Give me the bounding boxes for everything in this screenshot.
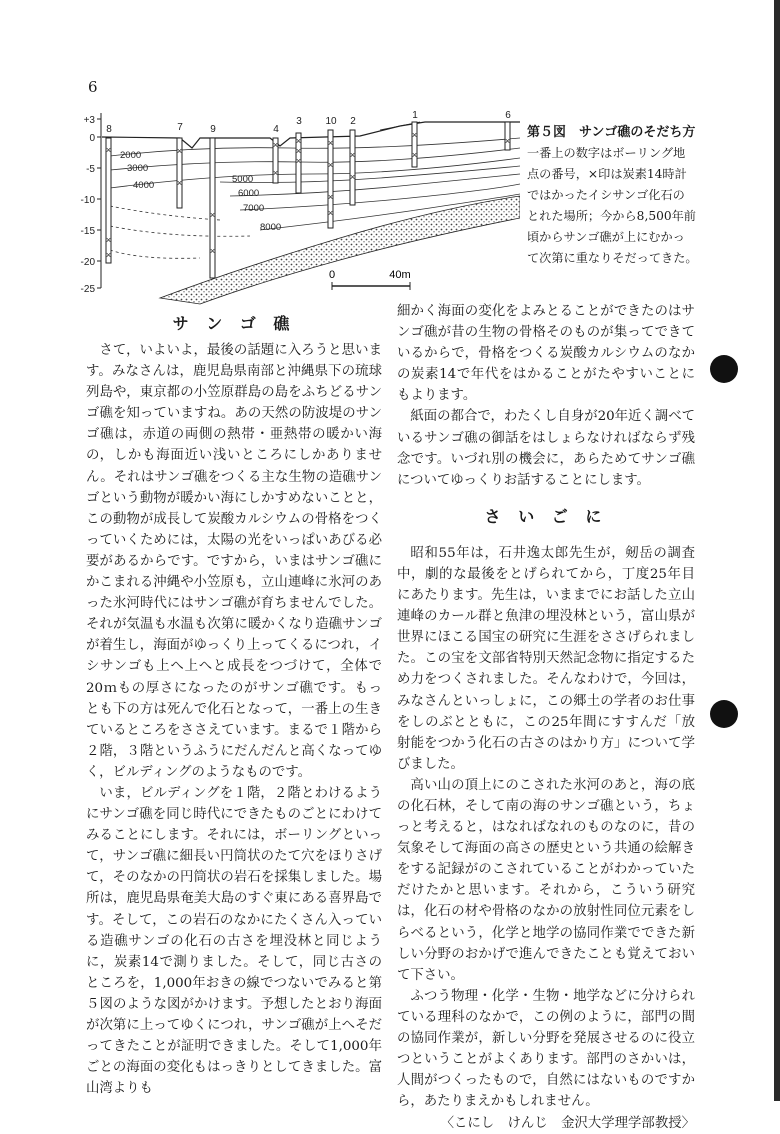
scale-bar bbox=[329, 269, 411, 290]
svg-text:×: × bbox=[504, 136, 511, 146]
borehole-number: 9 bbox=[210, 124, 216, 135]
borehole bbox=[350, 130, 355, 205]
svg-text:×: × bbox=[176, 146, 183, 156]
y-tick-label: 0 bbox=[89, 133, 95, 144]
carbon14-sample-marks bbox=[106, 130, 510, 260]
page-number: 6 bbox=[88, 78, 98, 96]
author-credit: 〈こにし けんじ 金沢大学理学部教授〉 bbox=[440, 1116, 695, 1132]
svg-text:×: × bbox=[327, 138, 334, 148]
scale-label: 40m bbox=[389, 269, 411, 281]
borehole-number: 2 bbox=[350, 116, 356, 127]
figure-caption bbox=[527, 122, 705, 269]
svg-text:×: × bbox=[327, 208, 334, 218]
borehole-number: 7 bbox=[177, 122, 183, 133]
svg-text:×: × bbox=[295, 136, 302, 146]
borehole-number: 6 bbox=[505, 110, 511, 121]
contour-label: 7000 bbox=[243, 203, 265, 214]
caption-line: とれた場所；今から8,500年前 bbox=[527, 209, 696, 223]
contour-label: 4000 bbox=[133, 180, 155, 191]
borehole-number: 8 bbox=[106, 124, 112, 135]
borehole-number: 3 bbox=[296, 116, 302, 127]
svg-text:×: × bbox=[295, 156, 302, 166]
section-heading-conclusion: さ い ご に bbox=[484, 506, 608, 526]
body-paragraph: 昭和55年は，石井逸太郎先生が，剱岳の調査中，劇的な最後をとげられてから，丁度25年目にあたります。先生は，いままでにお話した立山連峰のカール群と魚津の埋没林という，富山県が世界にほこる国宝の研究に生涯をささげられました。この宝を文部省特別天然記念物に指定するため力をつくされました。そんなわけで，今回は，みなさんといっしょに，この郷土の学者のお仕事をしのぶとともに，この25年間にすすんだ「放射能をつかう化石の古さのはかり方」について学びました。 bbox=[397, 545, 695, 772]
svg-text:×: × bbox=[295, 146, 302, 156]
right-column bbox=[397, 301, 695, 1134]
borehole bbox=[210, 138, 215, 278]
caption-line: 点の番号，×印は炭素14時計 bbox=[527, 167, 687, 181]
contour-label: 2000 bbox=[120, 150, 142, 161]
caption-line: 頃からサンゴ礁が上にむかっ bbox=[527, 230, 685, 244]
svg-text:×: × bbox=[349, 172, 356, 182]
body-paragraph: 紙面の都合で，わたくし自身が20年近く調べているサンゴ礁の御話をはしょらなければならず残念です。いづれ別の機会に，あらためてサンゴ礁についてゆっくりお話することにします。 bbox=[397, 409, 695, 488]
y-tick-label: +3 bbox=[83, 115, 95, 126]
svg-text:×: × bbox=[272, 168, 279, 178]
svg-text:×: × bbox=[411, 150, 418, 160]
body-paragraph: 高い山の頂上にのこされた氷河のあと，海の底の化石林，そして南の海のサンゴ礁という，ちょっと考えると，はなればなれのものなのに，昔の気象そして海面の高さの歴史という共通の絵解きをする記録がのこされていることがわかっていただけたかと思います。それから，こういう研究は，化石の材や骨格のなかの放射性同位元素をしらべるという，化学と地学の協同作業でできた新しい分野のおかげで進んできたことも覚えておいて下さい。 bbox=[397, 777, 695, 983]
y-tick-label: -25 bbox=[80, 284, 95, 295]
contour-label: 3000 bbox=[127, 163, 149, 174]
binding-hole-mark bbox=[710, 355, 738, 383]
reef-surface-line bbox=[102, 122, 520, 148]
svg-text:×: × bbox=[176, 178, 183, 188]
svg-text:×: × bbox=[105, 235, 112, 245]
contour-label: 5000 bbox=[232, 174, 254, 185]
caption-line: 一番上の数字はボーリング地 bbox=[527, 146, 686, 160]
section-heading-coral-reef: サ ン ゴ 礁 bbox=[172, 314, 296, 333]
svg-text:×: × bbox=[209, 210, 216, 220]
scale-label: 0 bbox=[328, 269, 336, 281]
svg-text:×: × bbox=[209, 246, 216, 256]
svg-text:×: × bbox=[105, 250, 112, 260]
caption-line: ではかったイシサンゴ化石の bbox=[527, 188, 685, 202]
body-paragraph: さて，いよいよ，最後の話題に入ろうと思います。みなさんは，鹿児島県南部と沖縄県下の琉球列島や，東京都の小笠原群島の島をふちどるサンゴ礁を知っていますね。あの天然の防波堤のサンゴ礁は，赤道の両側の熱帯・亜熱帯の暖かい海の，しかも海面近い浅いところにしかありません。それはサンゴ礁をつくる主な生物の造礁サンゴという動物が暖かい海にしかすめないことと，この動物が成長して炭酸カルシウムの骨格をつくっていくためには，太陽の光をいっぱいあびる必要があるからです。ですから，いまはサンゴ礁にかこまれる沖縄や小笠原も，立山連峰に氷河のあった氷河時代にはサンゴ礁が育ちませんでした。それが気温も水温も次第に暖かくなり造礁サンゴが着生し，海面がゆっくり上ってくるにつれ，イシサンゴも上へ上へと成長をつづけて，全体で20ｍもの厚さになったのがサンゴ礁です。もっとも下の方は死んで化石となって，一番上の生きているところをささえています。まるで１階から２階，３階というふうにだんだんと高くなってゆく，ビルディングのようなものです。 bbox=[86, 343, 382, 780]
page-edge bbox=[774, 0, 780, 1101]
binding-hole-mark bbox=[710, 700, 738, 728]
figure-svg bbox=[80, 108, 520, 308]
y-axis-ticks bbox=[97, 119, 101, 288]
svg-text:×: × bbox=[327, 160, 334, 170]
svg-text:×: × bbox=[349, 150, 356, 160]
contour-label: 6000 bbox=[238, 188, 260, 199]
svg-text:×: × bbox=[272, 140, 279, 150]
y-tick-label: -15 bbox=[80, 226, 95, 237]
caption-title: 第５図 サンゴ礁のそだち方 bbox=[527, 125, 696, 140]
borehole-number: 1 bbox=[412, 110, 418, 121]
contour-label: 8000 bbox=[260, 222, 282, 233]
svg-text:×: × bbox=[105, 145, 112, 155]
body-paragraph-continued: 細かく海面の変化をよみとることができたのはサンゴ礁が昔の生物の骨格そのものが集ってできているからで，骨格をつくる炭酸カルシウムのなかの炭素14で年代をはかることがたやすいことにもよります。 bbox=[397, 304, 695, 404]
caption-line: て次第に重なりそだってきた。 bbox=[527, 251, 698, 265]
y-tick-label: -5 bbox=[86, 164, 95, 175]
body-paragraph: ふつう物理・化学・生物・地学などに分けられている理科のなかで，この例のように，部門の間の協同作業が，新しい分野を発展させるのに役立つということがよくあります。部門のさかいは，人間がつくったもので，自然にはないものですから，あたりまえかもしれません。 bbox=[397, 988, 695, 1110]
y-tick-label: -20 bbox=[80, 257, 95, 268]
body-paragraph: いま，ビルディングを１階，２階とわけるようにサンゴ礁を同じ時代にできたものごとにわけてみることにします。それには，ボーリングといって，サンゴ礁に細長い円筒状のたて穴をほりさげて，そのなかの円筒状の岩石を採集しました。場所は，鹿児島県奄美大島のすぐ東にある喜界島です。そして，この岩石のなかにたくさん入っている造礁サンゴの化石の古さを埋没林と同じように，炭素14で測りました。そして，同じ古さのところを，1,000年おきの線でつないでみると第５図のような図がかけます。予想したとおり海面が次第に上ってゆくにつれ，サンゴ礁が上へそだってきたことが証明できました。そして1,000年ごとの海面の変化もはっきりとしてきました。富山湾よりも bbox=[86, 785, 382, 1097]
svg-text:×: × bbox=[327, 192, 334, 202]
borehole-number: 10 bbox=[325, 116, 337, 127]
y-tick-label: -10 bbox=[80, 195, 95, 206]
left-column bbox=[86, 310, 382, 1099]
borehole-number: 4 bbox=[273, 124, 279, 135]
age-contours bbox=[110, 138, 520, 258]
coral-reef-cross-section-figure bbox=[80, 108, 520, 308]
borehole bbox=[412, 122, 417, 167]
svg-text:×: × bbox=[411, 130, 418, 140]
